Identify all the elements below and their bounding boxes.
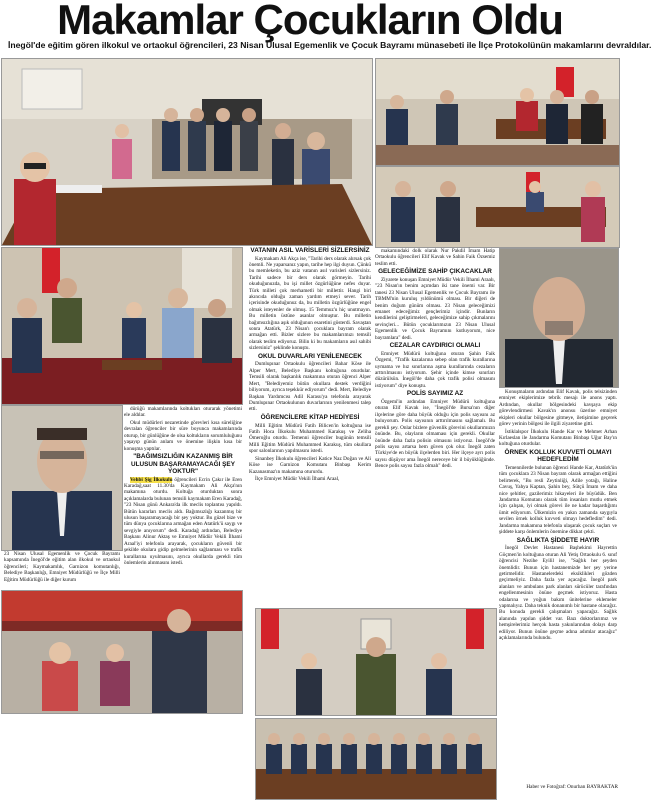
photo-portrait-official (499, 248, 619, 388)
school-name-highlight: Vehbi Şig İlkokulu (130, 476, 173, 483)
mid-subhead-3: ÖĞRENCİLERE KİTAP HEDİYESİ (260, 413, 360, 421)
mid-para-2: Dumlupınar Ortaokulu öğrencileri Bahar Köse ile Alper Mert, Belediye Başkanı koltuğuna oturdular. Temsili olarak başkanlık makamına oturan öğrenci Alper Mert, "Belediyemiz bütün okullara destek verdiğini biliyorum, ayrıca teşekkür ediyorum" dedi. Mert, Belediye Başkan Yardımcısı Adil Karasu'ya telefonla arayarak Dumlupınar Ortaokulunun duvarlarının yenilenmesi talep etti. (249, 361, 371, 413)
photo-boy-commander (1, 590, 243, 714)
left-column-top (124, 406, 242, 566)
photo-credit: Haber ve Fotoğraf: Onurhan BAYRAKTAR (526, 784, 618, 790)
middle-column (249, 247, 371, 605)
right-subhead-1: GELECEĞİMİZE SAHİP ÇIKACAKLAR (378, 268, 492, 276)
photo-officials-meeting (1, 247, 243, 405)
right-subhead-2: CEZALAR CAYDIRICI OLMALI (389, 342, 481, 350)
headline: Makamlar Çocukların Oldu (57, 0, 563, 43)
right-para-1: Ziyarete konuşan Emniyet Müdür Vekili İlhami Araalı, "23 Nisan'ın benim açımdan iki tane önemi var. Bir tanesi 23 Nisan Ulusal Egemenlik ve Çocuk Bayramı ile TBMM'nin kuruluş yıldönümü olması. Bir diğeri de benim doğum günüm olması. 23 Nisan geleceğimizi emanet edeceğimiz gençlerimiz içindir. Bunların kendilerini geliştirmeleri, geleceğimize sahip çıkmalarını sevinçleri... Bütün çocuklarımızın 23 Nisan Ulusal Egemenlik ve Çocuk Bayramını kutluyorum, nice bayramlara" dedi. (375, 277, 495, 341)
far-right-para-2: İstiklalspor İlkokulu Hande Kar ve Mehmet Arhan Kırlaeslan ile Jandarma Komutanı Binbaşı Uğur Bay'ın koltuğuna oturdular. (499, 428, 617, 448)
photo-military-officer (255, 608, 497, 716)
mid-subhead-1: VATANIN ASIL VARİSLERİ SİZLERSİNİZ (250, 247, 370, 254)
mid-para-5: İlçe Emniyet Müdür Vekili İlhami Araal, (255, 476, 340, 483)
photo-police-desk (375, 166, 620, 248)
right-subhead-3: POLİS SAYIMIZ AZ (406, 390, 464, 398)
mid-subhead-2: OKUL DUVARLARI YENİLENECEK (257, 352, 363, 360)
left-para-2: Okul müdürleri nezaretinde görevleri kısa süreliğine devralan öğrenciler bir süre boyunca makamlarında oturup, bir günlüğüne de olsa koltukların sorumluluğunu yaşayıp günün anlam ve önemine ilişkin kısa bir konuşma yaptılar. (124, 420, 242, 452)
photo-group-table (255, 718, 497, 800)
right-para-3: Özgemi'in ardından Emniyet Müdürü koltuğuna oturan Elif Kavak ise, "İnegöl'de Bursa'nın diğer ilçelerine göre daha büyük olduğu için polis sayısını az buluyorum. Polis sayısının arttırılmasını sağlamalı. Bu gerekli şey. Onlar bizlere güvenlik görevini okullarımızın önünde. Bu, olayların olmaması için gerekli. Okullar önünde daha fazla polisin olmasını istiyoruz. İnegöl'de polis sayısı artarsa hem güven çok olur. İnegöl zaten Türkiye'de en büyük ilçelerden biri. Her ilçeye ayrı polis sayısı düşüyor ama İnegöl nereceye bir il büyüklüğünde. Bence polis sayısı fazla olmalı" dedi. (375, 399, 495, 470)
far-right-subhead-1: ÖRNEK KOLLUK KUVVETİ OLMAYI HEDEFLEDİM (504, 449, 612, 464)
left-para-1: dürüğü makamlarında koltukları oturarak yönetimi ele aldılar. (124, 406, 242, 419)
right-para-2: Emniyet Müdürü koltuğuna oturan Şahin Faik Özgemi, "Trafik kazalarına sebep olan trafik kurallarına uymama ve hız sınırlarına aşma kurallarında cezaların arttırılmasını istiyorum. Şehir içinde kimse sınırları düzürülsün. İnegöl'de daha çok trafik polisi olmasını istiyorum" diye konuştu. (375, 350, 495, 389)
right-para-0: makamındaki dolk olarak Nur Pakdil İmam Hatip Ortaokulu öğrencileri Elif Kavak ve Sahin Faik Özsemiz teslim etti. (375, 248, 495, 267)
far-right-column (499, 389, 617, 779)
left-para-3 (124, 477, 242, 567)
far-right-para-1: Konuşmaların ardından Elif Kavak, polis telsizinden emniyet ekiplerimize tebrik mesajı ile anons yaptı. Ardından, okullar bölgesindeki kavşaya ekip görevlendirmesi Kavak'ın anonsu üzerine emniyet ekipleri okullar bölgesine gitmeye, iletişimine geçerek görev yerinin bölgesi ile ilgili ziyaretine gitti. (499, 389, 617, 428)
left-subhead-1: "BAĞIMSIZLIĞIN KAZANMIŞ BİR ULUSUN BAŞARAMAYACAĞI ŞEY YOKTUR" (131, 453, 235, 476)
far-right-para-3: Temennilerde bulunan öğrenci Hande Kar, Atatürk'ün tüm çocuklara 23 Nisan bayram olarak armağan ettiğini belirterek, "Bu resli Zeytinliği, Adile yotağı, Haline Cavuş, Yahya Kaptan, Şahin bey, Sütçü İmam ve daha nice şehitler, gazilerimiz hikayeleri ile büyüdük. Ben Jandarma Komutanı olarak tüm insanları mutlu etmek için çalışan, iyi olmak görevi ile ne kadar başardığımı ümit ediyorum. Ülkemizin en yakın zamanda saygıyla sevilen örnek kolluk kuvveti olmayı hedefledim" dedi. Jandarma makamına telefonla ulaşarak çocuk suçları ve şiddete karşı önlemlerin önemine dikkat çekti. (499, 465, 617, 536)
photo-student-at-desk (1, 58, 373, 246)
photo-protocol-office (375, 58, 620, 166)
mid-para-1: Kaymakam Ali Akça ise, "Tarihi ders olarak alırsak çok önemli. Ne yaparsanız yapın, tarihe hep ilgi duyun. Çünkü bu memleketin, bu aziz vatanın asıl varisleri sizlersiniz. Tarihi sadece bir ders olarak görmeyin. Tarihi okuduğunuzda, bu işi millet özgürlüğüne nefes duyar. Türk milleti çok merhametli bir millettir. Hangi biri akıncıda olduğu zaman yardım etmeyi sever. Tarih içerisinde okuduğunuz da, bu milletin özgürlüğüne engel olmak isteyenler de olmuş. 15 Temmuz'u hiç unutmayın. Bu milletin üstüne asanlar olmuştur. Bu milletin bağımsızlığına aşık olduğunun esaretini gösterdi. Savaştan sonra Atatürk, 23 Nisan'ı çocuklara bayram olarak armağan etti. Bizler sizlere bu makamlarımızı temsili olarak teslim ediyoruz. Bilin ki bu makamların asıl sahibi sizlersiniz" şeklinde konuştu. (249, 255, 371, 352)
deck: İnegöl'de eğitim gören ilkokul ve ortaokul öğrencileri, 23 Nisan Ulusal Egemenlik ve Çocuk Bayramı münasebeti ile İlçe Protokolünün makamlarını devraldılar. (8, 40, 651, 50)
left-caption: 23 Nisan Ulusal Egemenlik ve Çocuk Bayramı kapsamında İnegöl'de eğitim alan ilkokul ve ortaokul öğrencileri; Kaymakamlık, Garnizon komutanlığı, Belediye Başkanlığı, Emniyet Müdürlüğü ve İlçe Milli Eğitim Müdürlüğü ile diğer kurum (4, 551, 120, 583)
mid-para-4: Sinanbey İlkokulu öğrencileri Katice Naz Doğan ve Ali Köse ise Garnizon Komutanı Binbaşı Kerim Kazanasmaz'ın makamına otururdu. (249, 455, 371, 475)
right-column (375, 248, 495, 606)
mid-para-3: Milli Eğitim Müdürü Fatih Bilicen'in koltuğuna ise Fatih Hoca İlkokulu Muhammed Karakuş ve Zeliha Ömeroğlu oturdu. Temenni öğrenciler bugünün temsili Milli Eğitim Müdürü Muhammed Karakuş, tüm okullara spor salonlarının yapılmasını istedi. (249, 422, 371, 455)
photo-portrait-man (1, 405, 123, 551)
left-para-3-text: öğrencileri Ecrin Çakır ile Eren Karadağ,saat 11.30'da Kaymakam Ali Akça'nın makamına oturdu. Koltuğa oturduktan sonra açıklamalarda bulunan temsili kaymakam Eren Karadağ, "23 Nisan günü Ankara'da ilk meclis toplantısı yapıldı. Bütün kararları meclis aldı. Bağımsızlığı kazanmış bir ulusun başaramayacağı bir şey yoktur. Bu güzel bize ve tüm dünya çocuklarına armağan eden Atatürk'ü saygı ve sevgiyle anıyorum" dedi. Karadağ ardından, Belediye Başkanı Alinur Aktaş ve Emniyet Müdür Vekili İlhami Araal'iyi telefonla arayarak, çocukların güvenli bir şekilde okulara gidip gelmelerinin sağlanması ve trafik kurallarına uyulmasını, ayrıca okullarda gerekli tüm önlemlerin alınmasını istedi. (124, 476, 242, 566)
far-right-subhead-2: SAĞLIKTA ŞİDDETE HAYIR (516, 536, 600, 544)
far-right-para-4: İnegöl Devlet Hastanesi Başhekimi Hayrettin Göçmen'in koltuğuna oturan Ali Yetiş Ortaokulu 6. sınıf öğrencisi Nezihe Eyilil ise, "Sağlık her şeyden önemlidir. Bunun için hastanemizde her şey yerine getirmelidir. Hastanelerdeki eksiklikleri gözden geçirmeliyiz. Daha fazla yer açacağız. İnegöl park alanları ve ambulans park alanları sürücüler tarafından engellenmesinin önüne geçmek istiyoruz. Hasta odalarına ve yoğun bakım ünitelerine eklemeler yapmalıyız. Daha teknik donanımlı bir hastane olacağız. Bu konuda gerekli çalışmaları yapacağız. Sağlık alanında yapılan şiddet var. Bazı doktorlarımız ve hemşirelerimiz herçok hasta yakınlarından dolayı darp ediliyor. Bunun önüne geçme adına adımlar atacağız" açıklamalarında bulundu. (499, 545, 617, 641)
